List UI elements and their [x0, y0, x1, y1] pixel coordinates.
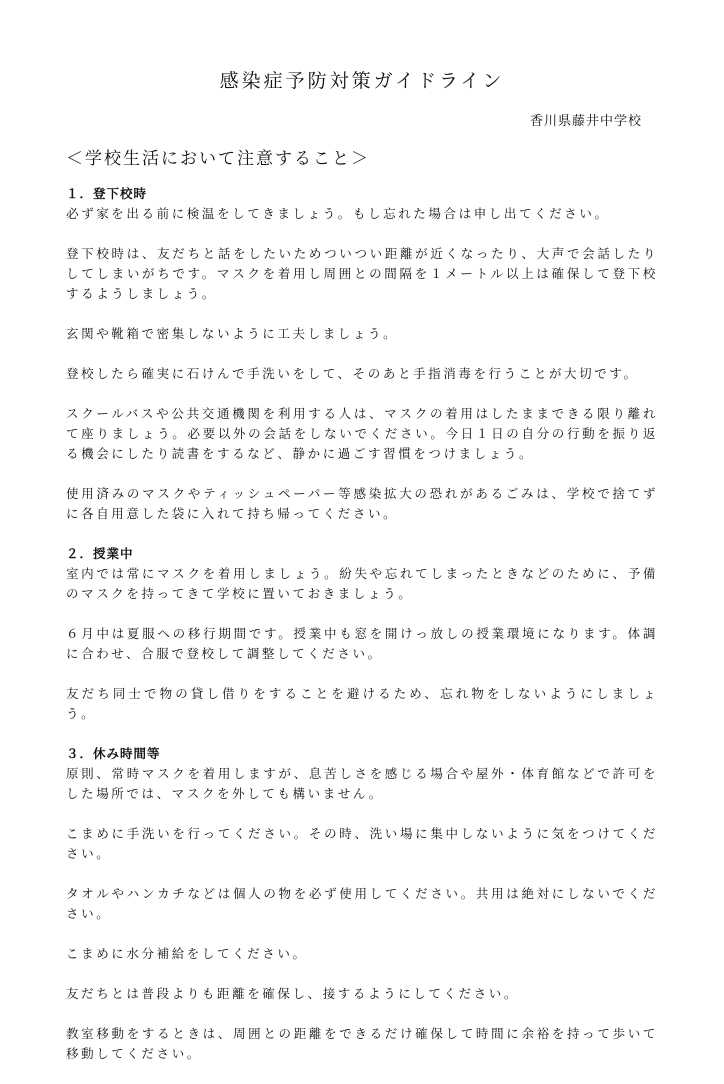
paragraph: スクールバスや公共交通機関を利用する人は、マスクの着用はしたままできる限り離れて座りましょう。必要以外の会話をしないでください。今日１日の自分の行動を振り返る機会にしたり読書をするなど、静かに過ごす習慣をつけましょう。 — [66, 406, 658, 461]
paragraph: 必ず家を出る前に検温をしてきましょう。もし忘れた場合は申し出てください。 — [66, 206, 610, 221]
section-title: １．登下校時 — [66, 186, 148, 201]
document-body — [66, 184, 658, 1084]
document-title: 感染症予防対策ガイドライン — [219, 70, 505, 92]
paragraph: 教室移動をするときは、周囲との距離をできるだけ確保して時間に余裕を持って歩いて移動してください。 — [66, 1026, 658, 1061]
section-title: ２．授業中 — [66, 546, 134, 561]
paragraph: タオルやハンカチなどは個人の物を必ず使用してください。共用は絶対にしないでください。 — [66, 886, 658, 921]
paragraph: 使用済みのマスクやティッシュペーパー等感染拡大の恐れがあるごみは、学校で捨てずに各自用意した袋に入れて持ち帰ってください。 — [66, 486, 658, 521]
paragraph: 原則、常時マスクを着用しますが、息苦しさを感じる場合や屋外・体育館などで許可をした場所では、マスクを外しても構いません。 — [66, 766, 658, 801]
section-break-time — [66, 744, 658, 1064]
paragraph: こまめに手洗いを行ってください。その時、洗い場に集中しないように気をつけてください。 — [66, 826, 658, 861]
paragraph: 登下校時は、友だちと話をしたいためついつい距離が近くなったり、大声で会話したりしてしまいがちです。マスクを着用し周囲との間隔を１メートル以上は確保して登下校するようしましょう。 — [66, 246, 658, 301]
paragraph: 友だち同士で物の貸し借りをすることを避けるため、忘れ物をしないようにしましょう。 — [66, 686, 658, 721]
paragraph: 登校したら確実に石けんで手洗いをして、そのあと手指消毒を行うことが大切です。 — [66, 366, 639, 381]
main-heading: ＜学校生活において注意すること＞ — [66, 149, 370, 169]
school-name: 香川県藤井中学校 — [529, 114, 642, 129]
paragraph: 友だちとは普段よりも距離を確保し、接するようにしてください。 — [66, 986, 520, 1001]
paragraph: 室内では常にマスクを着用しましょう。紛失や忘れてしまったときなどのために、予備のマスクを持ってきて学校に置いておきましょう。 — [66, 566, 658, 601]
paragraph: 玄関や靴箱で密集しないように工夫しましょう。 — [66, 326, 399, 341]
section-title: ３．休み時間等 — [66, 746, 161, 761]
paragraph: こまめに水分補給をしてください。 — [66, 946, 308, 961]
section-class-time — [66, 544, 658, 724]
section-commute — [66, 184, 658, 524]
paragraph: ６月中は夏服への移行期間です。授業中も窓を開けっ放しの授業環境になります。体調に合わせ、合服で登校して調整してください。 — [66, 626, 658, 661]
